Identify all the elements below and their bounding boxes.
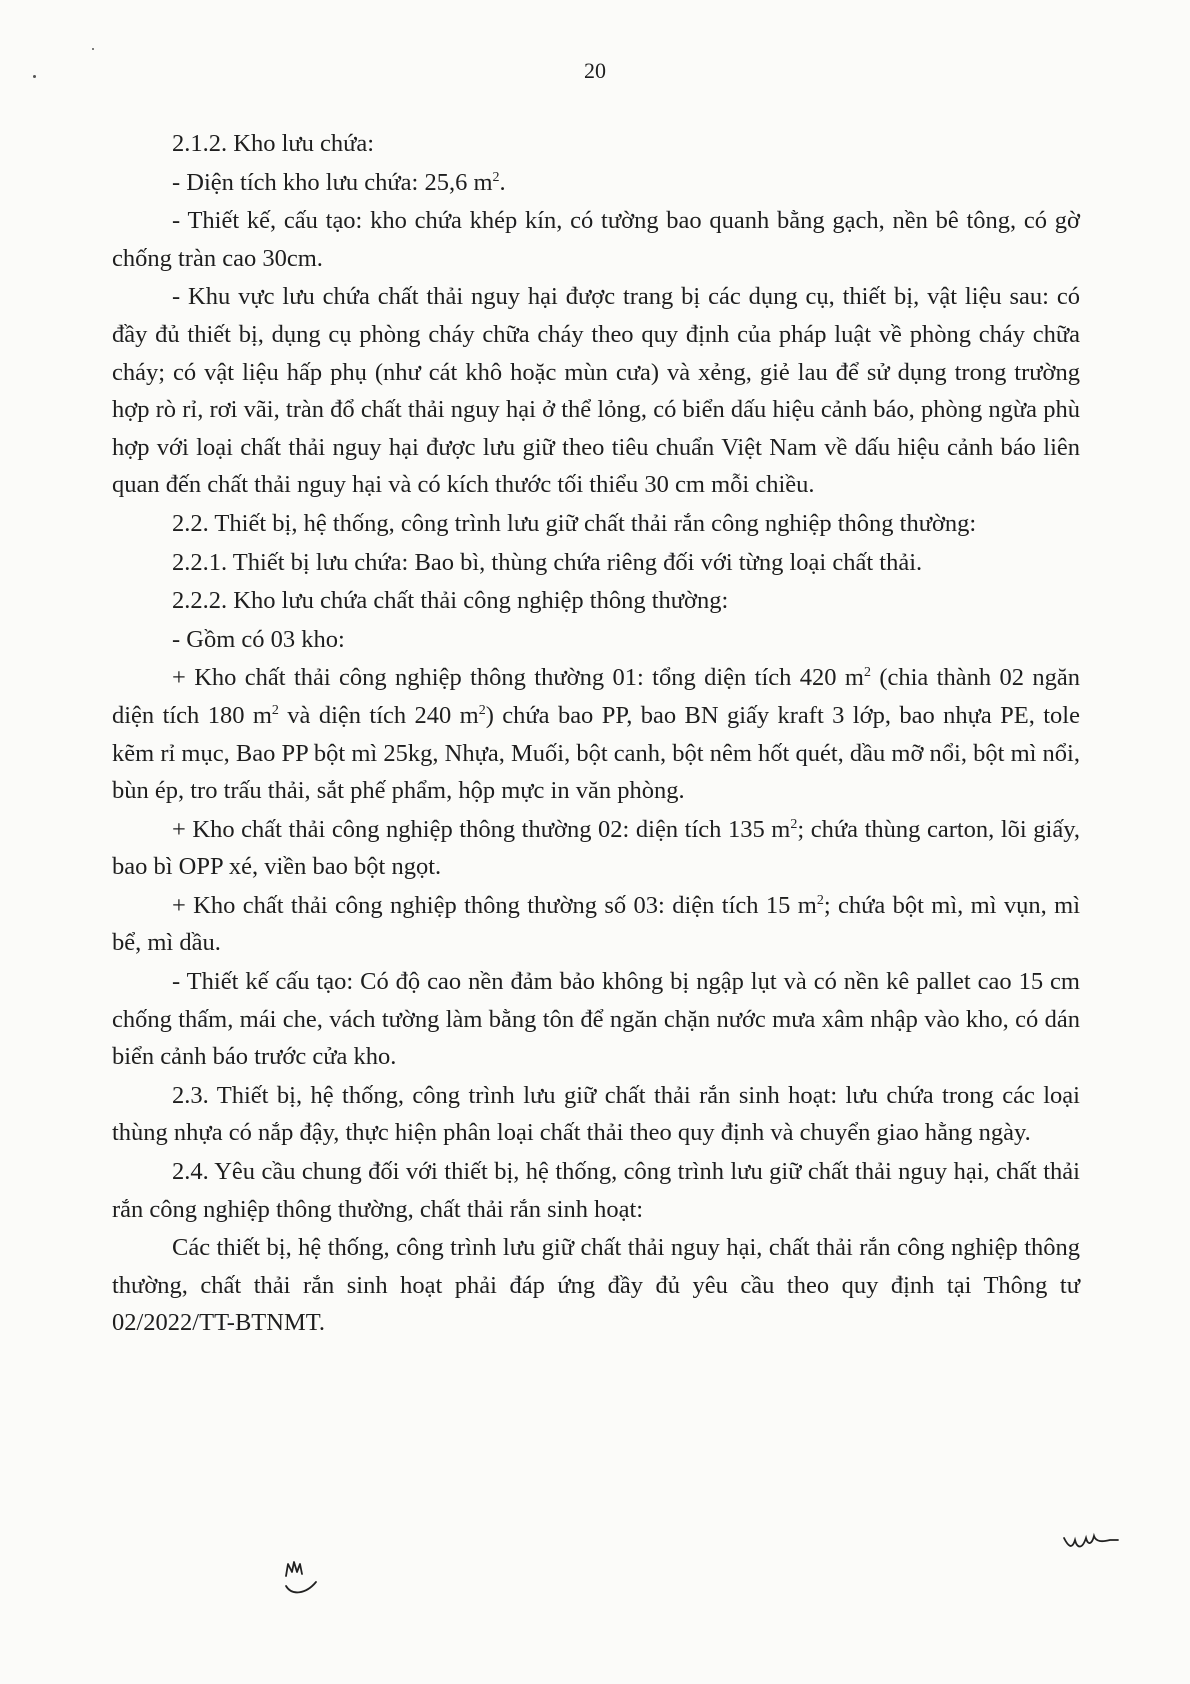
paragraph-text: - Thiết kế cấu tạo: Có độ cao nền đảm bảo không bị ngập lụt và có nền kê pallet cao 15 cm chống thấm, mái che, vách tường làm bằng tôn để ngăn chặn nước mưa xâm nhập vào kho, có dán biển cảnh báo trước cửa kho.	[112, 968, 1080, 1071]
paragraph-warehouse-02	[112, 811, 1080, 886]
superscript: 2	[816, 892, 824, 908]
paragraph-text: 2.3. Thiết bị, hệ thống, công trình lưu giữ chất thải rắn sinh hoạt: lưu chứa trong các loại thùng nhựa có nắp đậy, thực hiện phân loại chất thải theo quy định và chuyển giao hằng ngày.	[112, 1081, 1080, 1147]
paragraph-text: .	[499, 168, 506, 196]
superscript: 2	[790, 816, 798, 832]
paragraph-text: ; chứa bột mì, mì vụn, mì bể, mì dầu.	[112, 891, 1081, 957]
paragraph-text: - Khu vực lưu chứa chất thải nguy hại được trang bị các dụng cụ, thiết bị, vật liệu sau: có đầy đủ thiết bị, dụng cụ phòng cháy chữa cháy theo quy định của pháp luật về phòng cháy chữa cháy; có vật liệu hấp phụ (như cát khô hoặc mùn cưa) và xẻng, giẻ lau để sử dụng trong trường hợp rò rỉ, rơi vãi, tràn đổ chất thải nguy hại ở thể lỏng, có biển dấu hiệu cảnh báo, phòng ngừa phù hợp với loại chất thải nguy hại được lưu giữ theo tiêu chuẩn Việt Nam về dấu hiệu cảnh báo liên quan đến chất thải nguy hại và có kích thước tối thiểu 30 cm mỗi chiều.	[112, 283, 1080, 499]
paragraph-text: ) chứa bao PP, bao BN giấy kraft 3 lớp, bao nhựa PE, tole kẽm rỉ mục, Bao PP bột mì 25kg, Nhựa, Muối, bột canh, bột nêm hốt quét, dầu mỡ nổi, bột mì nổi, bùn ép, tro trấu thải, sắt phế phẩm, hộp mực in văn phòng.	[112, 701, 1080, 805]
paragraph-text: và diện tích 240 m	[278, 701, 479, 729]
paragraph-2-3	[112, 1077, 1080, 1152]
paragraph-2-2-1	[112, 544, 1080, 582]
paragraph-three-warehouses	[112, 621, 1080, 659]
paragraph-text: + Kho chất thải công nghiệp thông thường 01: tổng diện tích 420 m	[172, 664, 864, 692]
scan-speck	[33, 75, 36, 78]
scan-speck	[92, 48, 94, 50]
paragraph-text: 2.1.2. Kho lưu chứa:	[172, 130, 375, 157]
paragraph-text: + Kho chất thải công nghiệp thông thường 02: diện tích 135 m	[172, 815, 791, 843]
paragraph-warehouse-01	[112, 659, 1080, 809]
paragraph-text: 2.2. Thiết bị, hệ thống, công trình lưu giữ chất thải rắn công nghiệp thông thường:	[172, 509, 977, 537]
superscript: 2	[863, 665, 871, 681]
paragraph-conclusion	[112, 1229, 1080, 1342]
paragraph-hazardous-area	[112, 278, 1080, 504]
paragraph-2-1-2	[112, 125, 1080, 163]
paragraph-design	[112, 202, 1080, 277]
document-body	[112, 125, 1080, 1342]
paragraph-text: 2.2.1. Thiết bị lưu chứa: Bao bì, thùng chứa riêng đối với từng loại chất thải.	[172, 548, 923, 576]
handwritten-initials-icon	[1062, 1528, 1122, 1558]
paragraph-text: - Diện tích kho lưu chứa: 25,6 m	[172, 168, 493, 196]
paragraph-design-2	[112, 963, 1080, 1076]
paragraph-text: Các thiết bị, hệ thống, công trình lưu giữ chất thải nguy hại, chất thải rắn công nghiệp thông thường, chất thải rắn sinh hoạt phải đáp ứng đầy đủ yêu cầu theo quy định tại Thông tư 02/2022/TT-BTNMT.	[112, 1234, 1080, 1337]
handwritten-signature-icon	[282, 1556, 330, 1604]
paragraph-text: 2.4. Yêu cầu chung đối với thiết bị, hệ thống, công trình lưu giữ chất thải nguy hại, chất thải rắn công nghiệp thông thường, chất thải rắn sinh hoạt:	[112, 1158, 1080, 1223]
superscript: 2	[478, 702, 486, 718]
paragraph-text: ; chứa thùng carton, lõi giấy, bao bì OPP xé, viền bao bột ngọt.	[112, 815, 1081, 881]
paragraph-storage-area	[112, 164, 1080, 202]
paragraph-text: + Kho chất thải công nghiệp thông thường số 03: diện tích 15 m	[172, 891, 817, 919]
superscript: 2	[271, 702, 279, 718]
paragraph-text: 2.2.2. Kho lưu chứa chất thải công nghiệp thông thường:	[172, 587, 729, 615]
paragraph-text: - Thiết kế, cấu tạo: kho chứa khép kín, có tường bao quanh bằng gạch, nền bê tông, có gờ chống tràn cao 30cm.	[112, 207, 1080, 272]
paragraph-text: (chia thành 02 ngăn diện tích 180 m	[112, 664, 1080, 729]
paragraph-2-2	[112, 505, 1080, 543]
page-number: 20	[584, 58, 606, 83]
superscript: 2	[492, 169, 500, 185]
paragraph-2-2-2	[112, 582, 1080, 620]
paragraph-warehouse-03	[112, 887, 1080, 962]
paragraph-text: - Gồm có 03 kho:	[172, 625, 345, 653]
paragraph-2-4	[112, 1153, 1080, 1228]
